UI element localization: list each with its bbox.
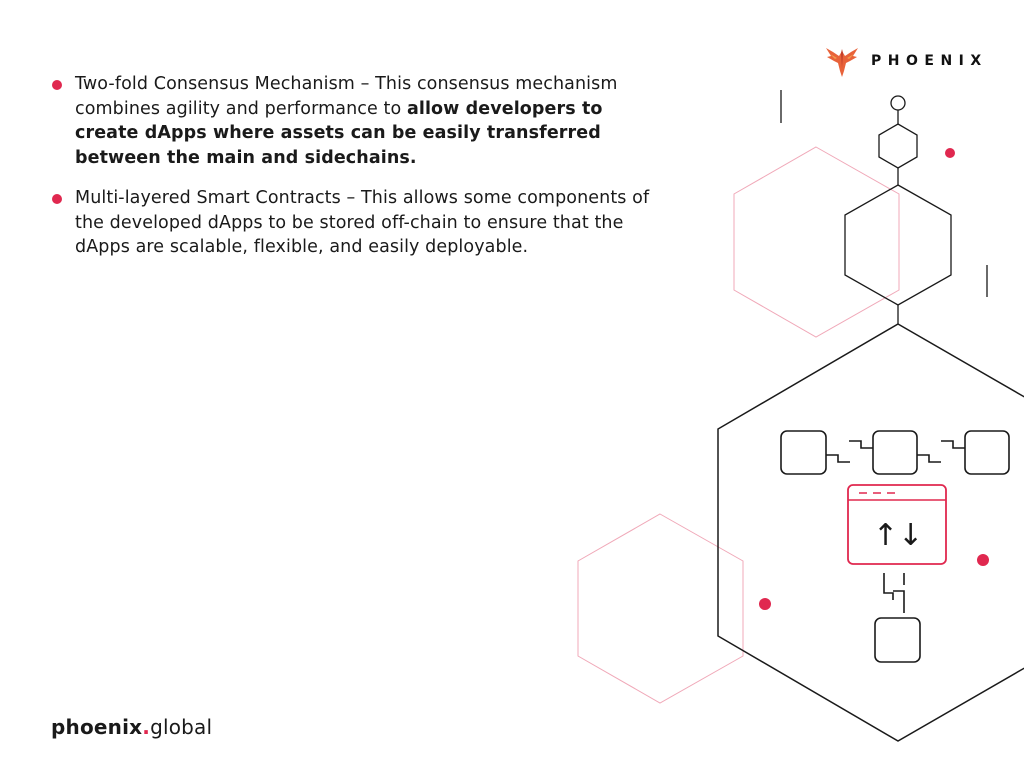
block — [873, 431, 917, 474]
bullet-text: Multi-layered Smart Contracts – This allows some components of the developed dApps to be stored off-chain to ensure that the dApps are scalable, flexible, and easily deployable. — [75, 188, 650, 257]
footer-brand-domain: global — [150, 715, 213, 739]
blockchain-icon — [781, 431, 1009, 474]
medium-hexagon — [845, 185, 951, 305]
transfer-window-icon — [848, 485, 946, 564]
footer-brand — [51, 715, 212, 739]
block — [965, 431, 1009, 474]
bullet-text-bold: allow developers to create dApps where assets can be easily transferred between the main and sidechains. — [75, 98, 603, 168]
chain-link — [826, 441, 873, 462]
large-hexagon — [718, 324, 1024, 741]
bullet-text: Two-fold Consensus Mechanism – This consensus mechanism combines agility and performance to — [75, 74, 618, 119]
pink-dot — [977, 554, 989, 566]
chain-link — [917, 441, 965, 462]
node-circle — [891, 96, 905, 110]
footer-brand-dot: . — [142, 715, 151, 739]
footer-brand-name: phoenix — [51, 715, 143, 739]
pink-dot — [759, 598, 771, 610]
chain-link-icon — [875, 573, 920, 662]
block — [781, 431, 826, 474]
small-hexagon — [879, 124, 917, 168]
logo-wordmark: PHOENIX — [871, 53, 988, 69]
pink-hexagon-upper — [734, 147, 899, 337]
transfer-arrows-icon: ↑↓ — [872, 518, 924, 553]
block — [875, 618, 920, 662]
pink-dot — [945, 148, 955, 158]
